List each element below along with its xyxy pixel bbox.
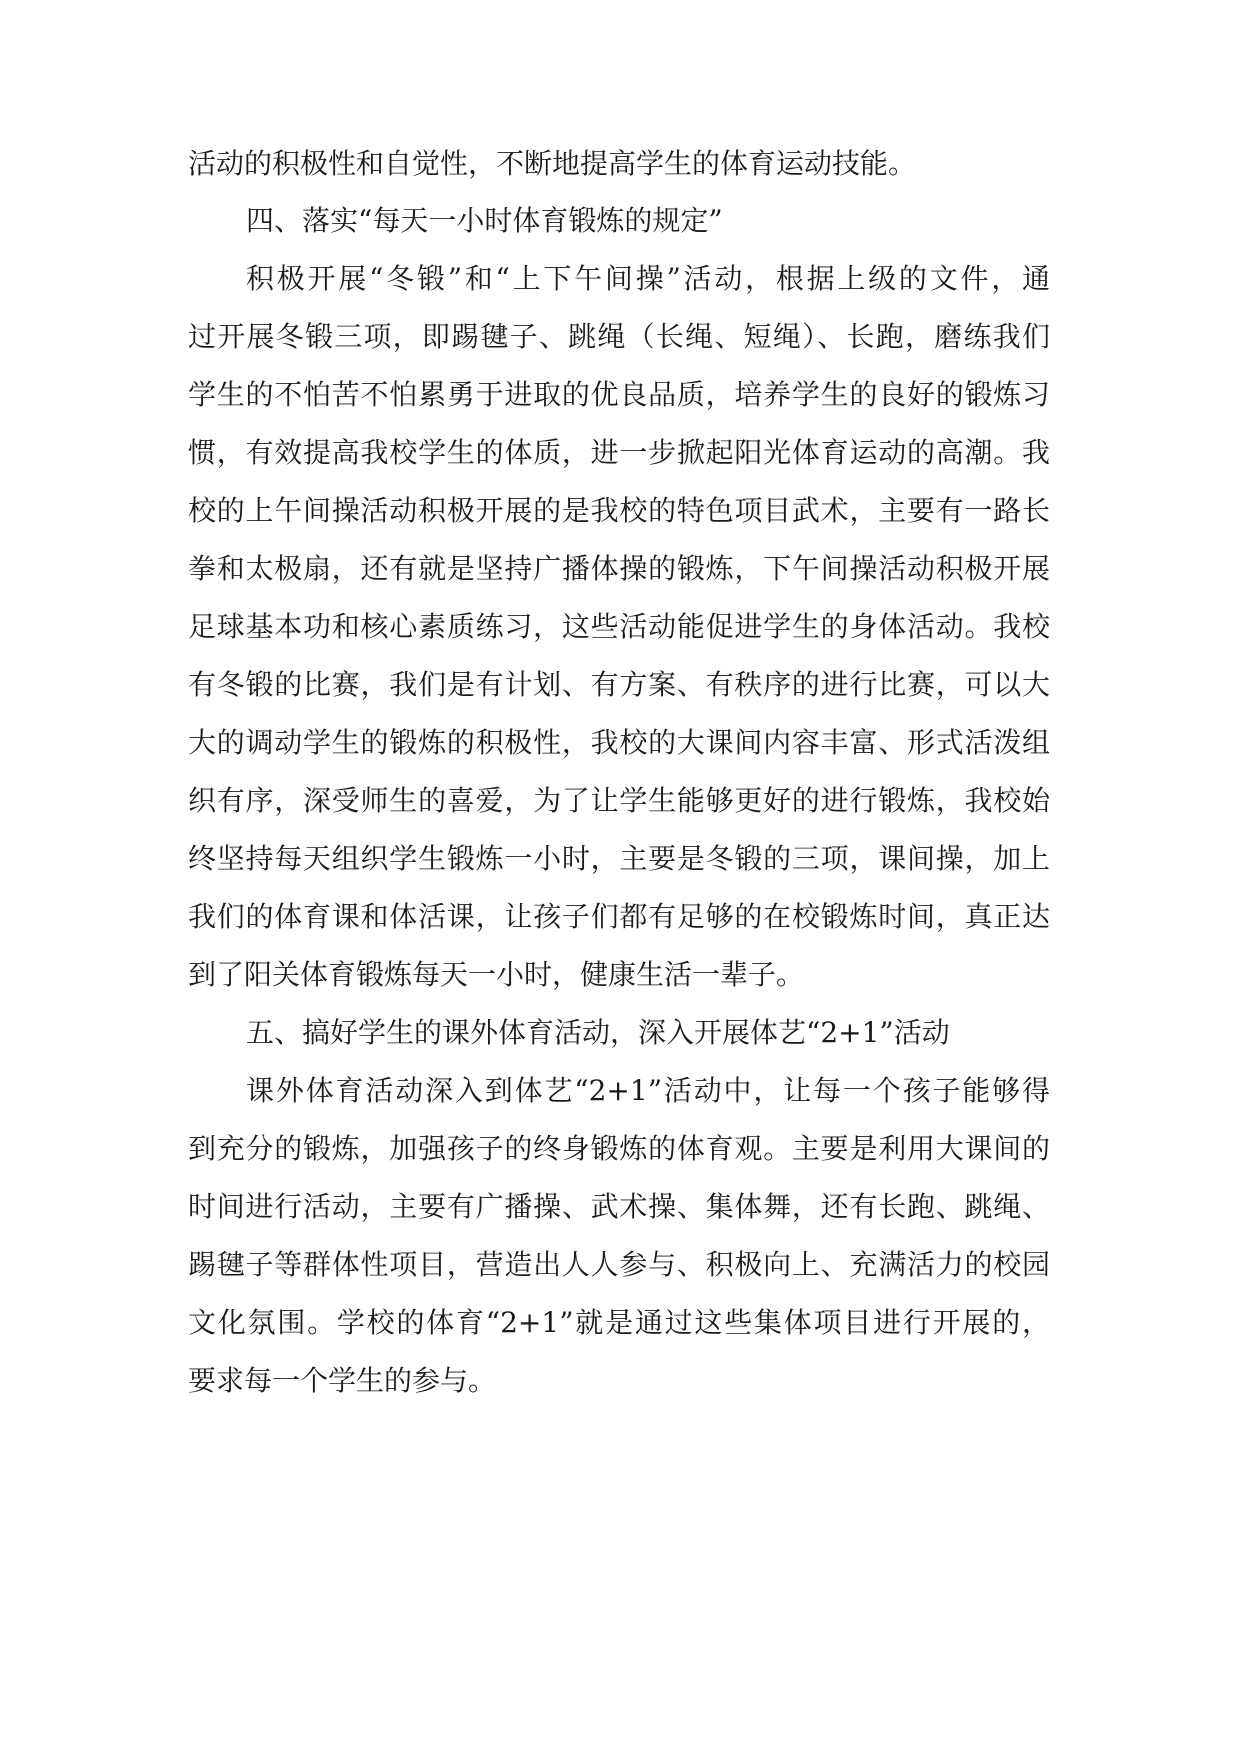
paragraph-2-line-11: 终坚持每天组织学生锻炼一小时，主要是冬锻的三项，课间操，加上 [188,842,1050,875]
paragraph-2-line-7: 足球基本功和核心素质练习，这些活动能促进学生的身体活动。我校 [188,610,1050,643]
paragraph-1-line-1: 活动的积极性和自觉性，不断地提高学生的体育运动技能。 [188,147,917,180]
paragraph-2-line-2: 过开展冬锻三项，即踢毽子、跳绳（长绳、短绳）、长跑，磨练我们 [188,320,1050,353]
paragraph-2-line-6: 拳和太极扇，还有就是坚持广播体操的锻炼，下午间操活动积极开展 [188,552,1050,585]
section-heading-4: 四、落实“每天一小时体育锻炼的规定” [246,204,723,237]
section-heading-5: 五、搞好学生的课外体育活动，深入开展体艺“2+1”活动 [246,1016,950,1049]
paragraph-2-line-3: 学生的不怕苦不怕累勇于进取的优良品质，培养学生的良好的锻炼习 [188,378,1050,411]
paragraph-3-line-3: 时间进行活动，主要有广播操、武术操、集体舞，还有长跑、跳绳、 [188,1190,1050,1223]
paragraph-3-line-6: 要求每一个学生的参与。 [188,1364,497,1397]
paragraph-3-line-2: 到充分的锻炼，加强孩子的终身锻炼的体育观。主要是利用大课间的 [188,1132,1050,1165]
paragraph-2-line-13: 到了阳关体育锻炼每天一小时，健康生活一辈子。 [188,958,805,991]
paragraph-2-line-5: 校的上午间操活动积极开展的是我校的特色项目武术，主要有一路长 [188,494,1050,527]
paragraph-3-line-5: 文化氛围。学校的体育“2+1”就是通过这些集体项目进行开展的， [188,1306,1050,1339]
paragraph-2-line-9: 大的调动学生的锻炼的积极性，我校的大课间内容丰富、形式活泼组 [188,726,1050,759]
paragraph-2-line-12: 我们的体育课和体活课，让孩子们都有足够的在校锻炼时间，真正达 [188,900,1050,933]
paragraph-3-line-1: 课外体育活动深入到体艺“2+1”活动中，让每一个孩子能够得 [246,1074,1050,1107]
paragraph-2-line-10: 织有序，深受师生的喜爱，为了让学生能够更好的进行锻炼，我校始 [188,784,1050,817]
paragraph-2-line-4: 惯，有效提高我校学生的体质，进一步掀起阳光体育运动的高潮。我 [188,436,1050,469]
paragraph-3-line-4: 踢毽子等群体性项目，营造出人人参与、积极向上、充满活力的校园 [188,1248,1050,1281]
paragraph-2-line-8: 有冬锻的比赛，我们是有计划、有方案、有秩序的进行比赛，可以大 [188,668,1050,701]
paragraph-2-line-1: 积极开展“冬锻”和“上下午间操”活动，根据上级的文件，通 [246,262,1050,295]
